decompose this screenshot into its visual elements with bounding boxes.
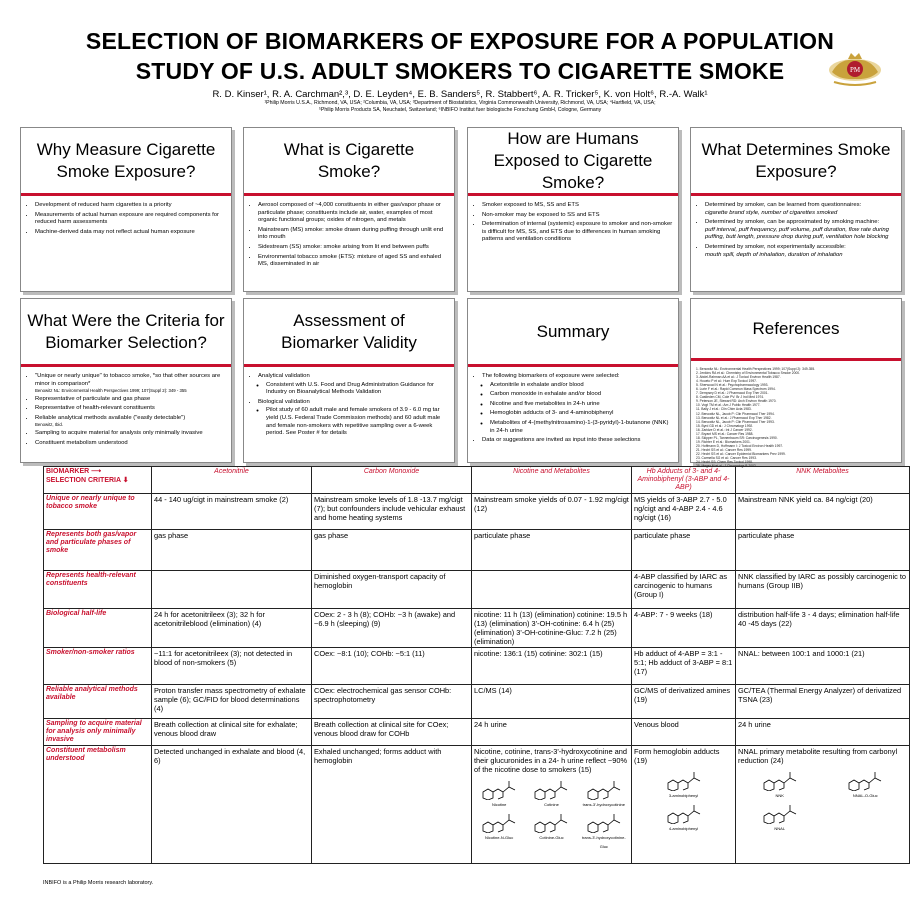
column-header-carbon-monoxide: Carbon Monoxide	[312, 467, 472, 494]
structure-label: Cotinine	[544, 802, 559, 807]
table-cell	[312, 571, 472, 609]
table-row	[44, 648, 910, 685]
cell-text: COex: ~8:1 (10); COHb: ~5:1 (11)	[314, 649, 425, 658]
table-cell	[632, 530, 736, 571]
table-cell	[312, 719, 472, 746]
cell-text: nicotine: 11 h (13) (elimination) cotinine: 19.5 h (13) (elimination) 3'-OH-cotinine: 6.4 h (25) (elimination) 3'-OH-cotinine-Gluc: 7.2 h (25) (elimination)	[474, 610, 628, 646]
structure-label: NNAL-O-Gluc	[852, 793, 878, 798]
panel-title: What Were the Criteria for Biomarker Selection?	[21, 299, 231, 367]
cell-text: ~11:1 for acetonitrileex (3); not detected in blood of non-smokers (5)	[154, 649, 293, 667]
table-cell	[312, 609, 472, 648]
title-line-2: STUDY OF U.S. ADULT SMOKERS TO CIGARETTE SMOKE	[135, 58, 785, 84]
table-cell	[312, 746, 472, 864]
panel-what-is-smoke	[243, 127, 455, 292]
reference-item: 2. Jenkins RA et al.: Chemistry of Environmental Tobacco Smoke 2000.	[696, 371, 801, 376]
item-text: "Unique or nearly unique" to tobacco smoke, *so that other sources are minor in comparison*	[35, 373, 221, 387]
item-detail: puff interval, puff frequency, puff volume, puff duration, flow rate during puffing, butt length, pressure drop during puff, ventilation hole blocking	[705, 226, 889, 241]
structure-label: trans-3'-hydroxycotinine-Gluc	[581, 835, 626, 849]
table-cell	[736, 494, 910, 530]
cell-text: 44 - 140 ug/cigt in mainstream smoke (2)	[154, 495, 289, 504]
table-cell	[632, 746, 736, 864]
table-cell	[736, 609, 910, 648]
sub-list-item: ◦ Pilot study of 60 adult male and female smokers of 3.9 - 6.0 mg tar yield (U.S. Federal Trade Commission methods) and 60 adult male and female non-smokers with repetitive sampling over a 6-week period. See Poster # for details	[266, 407, 449, 437]
table-cell	[472, 571, 632, 609]
column-header-nnk: NNK Metabolites	[736, 467, 910, 494]
table-cell	[736, 719, 910, 746]
table-row	[44, 494, 910, 530]
sub-list-item: ◦ Hemoglobin adducts of 3- and 4-aminobiphenyl	[490, 410, 673, 418]
molecule-drawing	[760, 769, 800, 791]
affiliation-line-1: ¹Philip Morris U.S.A., Richmond, VA, USA; ²Columbia, VA, USA; ³Department of Biostatistics, Virginia Commonwealth University, Richmond, VA, USA; ⁴Hartfield, VA, USA;	[264, 100, 656, 106]
column-header-nicotine: Nicotine and Metabolites	[472, 467, 632, 494]
reference-item: 19. Richter E et al.: Biomarkers 2001.	[696, 439, 751, 444]
cell-text: COex: electrochemical gas sensor COHb: spectrophotometry	[314, 686, 452, 704]
criterion-cell: Unique or nearly unique to tobacco smoke	[44, 494, 152, 530]
matrix-corner-cell	[44, 467, 152, 494]
table-row	[44, 746, 910, 864]
chemical-structure	[579, 778, 629, 809]
reference-item: 5. Sherwood N et al.: Psychopharmacology 1993.	[696, 383, 769, 388]
cell-text: Hb adduct of 4-ABP = 3:1 - 5:1; Hb adduct of 3-ABP = 8:1 (17)	[634, 649, 733, 676]
molecule-drawing	[479, 811, 519, 833]
list-item	[705, 244, 896, 259]
panel-title: Summary	[468, 299, 678, 367]
panel-title: How are Humans Exposed to Cigarette Smoke?	[468, 128, 678, 196]
structure-label: 4-aminobiphenyl	[668, 826, 699, 831]
panel-title: What Determines Smoke Exposure?	[691, 128, 901, 196]
list-item: • Constituent metabolism understood	[35, 440, 226, 448]
molecule-drawing	[531, 778, 571, 800]
table-row	[44, 719, 910, 746]
chemical-structure	[526, 778, 576, 809]
list-item	[482, 373, 673, 435]
structure-label: 3-aminobiphenyl	[668, 793, 699, 798]
reference-item: 15. Byrd GD et al.: J Chromatogr 1992.	[696, 423, 754, 428]
table-cell	[736, 530, 910, 571]
chemical-structure	[474, 811, 524, 851]
list-item: • Data or suggestions are invited as input into these selections	[482, 437, 673, 445]
panel-why-measure	[20, 127, 232, 292]
cell-text: Venous blood	[634, 720, 679, 729]
svg-text:PM: PM	[849, 66, 861, 74]
structure-label: NNK	[775, 793, 784, 798]
cell-text: particulate phase	[474, 531, 531, 540]
cell-text: 24 h urine	[738, 720, 771, 729]
cell-text: Mainstream NNK yield ca. 84 ng/cigt (20)	[738, 495, 873, 504]
table-cell	[632, 571, 736, 609]
sub-list-item: ◦ Carbon monoxide in exhalate and/or blood	[490, 391, 673, 399]
list-item: • Non-smoker may be exposed to SS and ETS	[482, 212, 673, 220]
item-text: Analytical validation	[258, 373, 310, 379]
list-item	[35, 373, 226, 394]
table-cell	[152, 571, 312, 609]
reference-item: 24. Hecht SS: Chem Res Toxicol 1998.	[696, 460, 753, 465]
reference-item: 25. Meger M et al.: J Chromatogr B 2002.	[696, 464, 757, 469]
panel-what-determines	[690, 127, 902, 292]
cell-text: 24 h urine	[474, 720, 507, 729]
panel-how-exposed	[467, 127, 679, 292]
cell-text: COex: 2 - 3 h (8); COHb: ~3 h (awake) and ~6.9 h (sleeping) (9)	[314, 610, 456, 628]
list-item: • Aerosol composed of ~4,000 constituents in either gas/vapor phase or particulate phase; constituents include air, water, examples of most organic functional groups; oxides of nitrogen, and metals	[258, 202, 449, 225]
reference-item: 4. Houeto P et al.: Hum Exp Toxicol 1997.	[696, 379, 757, 384]
item-text: Determined by smoker, can be learned from questionnaires:	[705, 202, 862, 208]
table-cell	[736, 746, 910, 864]
list-item: • Determination of internal (systemic) exposure to smoker and non-smoker is difficult for MS, SS, and ETS due to differences in human smoking patterns and ventilation conditions	[482, 221, 673, 244]
panel-criteria	[20, 298, 232, 463]
list-item: • Sampling to acquire material for analysis only minimally invasive	[35, 430, 226, 438]
corner-label-criteria: SELECTION CRITERIA ⬇	[46, 476, 129, 484]
table-cell	[152, 719, 312, 746]
poster-title	[60, 26, 860, 86]
table-cell	[736, 648, 910, 685]
cell-text: GC/TEA (Thermal Energy Analyzer) of derivatized TSNA (23)	[738, 686, 902, 704]
cell-text: NNK classified by IARC as possibly carcinogenic to humans (Group IIB)	[738, 572, 906, 590]
cell-text: 4-ABP: 7 - 9 weeks (18)	[634, 610, 713, 619]
table-cell	[472, 685, 632, 719]
table-cell	[312, 685, 472, 719]
column-header-acetonitrile: Acetonitrile	[152, 467, 312, 494]
reference-item: 1. Benowitz NL: Environmental Health Perspectives 1999; 107(Suppl 2): 349-355.	[696, 367, 816, 371]
biomarker-matrix-table	[43, 466, 910, 864]
panel-title: References	[691, 299, 901, 361]
cell-text: Nicotine, cotinine, trans-3'-hydroxycotinine and their glucuronides in a 24- h urine reflect ~90% of the nicotine dose to smokers (15)	[474, 747, 628, 774]
structure-label: trans-3'-hydroxycotinine	[582, 802, 625, 807]
criterion-cell: Sampling to acquire material for analysis only minimally invasive	[44, 719, 152, 746]
citation: Benowitz, Ibid.	[35, 422, 63, 428]
molecule-drawing	[664, 769, 704, 791]
table-cell	[152, 746, 312, 864]
table-cell	[472, 609, 632, 648]
chemical-structure	[634, 802, 733, 833]
table-cell	[152, 648, 312, 685]
molecule-drawing	[664, 802, 704, 824]
cell-text: nicotine: 136:1 (15) cotinine: 302:1 (15)	[474, 649, 603, 658]
table-cell	[312, 494, 472, 530]
molecule-drawing	[531, 811, 571, 833]
chemical-structure	[738, 802, 822, 833]
corner-label-biomarker: BIOMARKER ⟶	[46, 468, 102, 475]
structure-label: Cotinine-Gluc	[539, 835, 564, 840]
cell-text: gas phase	[314, 531, 349, 540]
molecule-drawing	[760, 802, 800, 824]
reference-item: 23. Carmella SG et al.: Cancer Res 1993.	[696, 456, 757, 461]
table-cell	[312, 530, 472, 571]
item-text: Biological validation	[258, 398, 310, 405]
reference-list	[691, 361, 901, 474]
poster-header	[60, 26, 860, 114]
item-text: Determined by smoker, can be approximated by smoking machine:	[705, 219, 880, 226]
reference-item: 8. Castleden CM, Cole PV: Br J Ind Med 1974.	[696, 395, 765, 400]
reference-item: 14. Benowitz NL, Jacob P: Clin Pharmacol Ther 1993.	[696, 419, 775, 424]
table-cell	[152, 494, 312, 530]
cell-text: Breath collection at clinical site for exhalate; venous blood draw	[154, 720, 298, 738]
cell-text: 4-ABP classified by IARC as carcinogenic to humans (Group I)	[634, 572, 728, 599]
chemical-structure	[526, 811, 576, 851]
chemical-structure	[634, 769, 733, 800]
list-item: • Environmental tobacco smoke (ETS): mixture of aged SS and exhaled MS, disseminated in air	[258, 254, 449, 269]
criterion-cell: Biological half-life	[44, 609, 152, 648]
table-cell	[632, 719, 736, 746]
reference-item: 7. Dempsey D et al.: J Pharmacol Exp Ther 2001.	[696, 391, 769, 396]
cell-text: LC/MS (14)	[474, 686, 512, 695]
table-cell	[632, 609, 736, 648]
cell-text: NNAL primary metabolite resulting from carbonyl reduction (24)	[738, 747, 898, 765]
reference-item: 16. Zaridze D et al.: Int J Cancer 1992.	[696, 427, 753, 432]
molecule-drawing	[584, 811, 624, 833]
structure-label: Nicotine-N-Gluc	[485, 835, 514, 840]
list-item: • Smoker exposed to MS, SS and ETS	[482, 202, 673, 210]
list-item: • Machine-derived data may not reflect actual human exposure	[35, 229, 226, 237]
cell-text: Exhaled unchanged; forms adduct with hemoglobin	[314, 747, 442, 765]
criterion-cell: Smoker/non-smoker ratios	[44, 648, 152, 685]
sub-list-item: ◦ Acetonitrile in exhalate and/or blood	[490, 382, 673, 390]
sub-list-item: ◦ Consistent with U.S. Food and Drug Administration Guidance for Industry on Bioanalytical Methods Validation	[266, 382, 449, 397]
footnote: INBIFO is a Philip Morris research laboratory.	[43, 880, 154, 886]
title-line-1: SELECTION OF BIOMARKERS OF EXPOSURE FOR A POPULATION	[85, 28, 835, 54]
table-row	[44, 609, 910, 648]
table-cell	[152, 685, 312, 719]
table-cell	[472, 746, 632, 864]
chemical-structures	[474, 778, 629, 851]
table-cell	[472, 530, 632, 571]
panel-title: What is Cigarette Smoke?	[244, 128, 454, 196]
list-item	[705, 219, 896, 242]
cell-text: Diminished oxygen-transport capacity of hemoglobin	[314, 572, 446, 590]
chemical-structure	[474, 778, 524, 809]
criterion-cell: Reliable analytical methods available	[44, 685, 152, 719]
list-item	[258, 373, 449, 397]
list-item: • Measurements of actual human exposure are required components for reduced harm assessments	[35, 212, 226, 227]
table-cell	[472, 494, 632, 530]
table-row	[44, 530, 910, 571]
structure-label: Nicotine	[491, 802, 507, 807]
panel-summary	[467, 298, 679, 463]
reference-item: 10. Vogt TM et al.: Am J Public Health 1977.	[696, 403, 761, 408]
table-cell	[632, 494, 736, 530]
reference-item: 13. Benowitz NL et al.: J Pharmacol Exp Ther 1982.	[696, 415, 772, 420]
item-detail: mouth spill, depth of inhalation, duration of inhalation	[705, 251, 843, 258]
criterion-cell: Represents both gas/vapor and particulate phases of smoke	[44, 530, 152, 571]
item-text: Determined by smoker, not experimentally accessible:	[705, 243, 846, 250]
panel-references	[690, 298, 902, 469]
reference-item: 12. Benowitz NL, Jacob P: Clin Pharmacol Ther 1994.	[696, 411, 775, 416]
molecule-drawing	[479, 778, 519, 800]
reference-item: 22. Hecht SS et al.: Cancer Epidemiol Biomarkers Prev 1999.	[696, 451, 786, 456]
table-cell	[632, 648, 736, 685]
list-item: • Mainstream (MS) smoke: smoke drawn during puffing through unlit end into mouth	[258, 227, 449, 242]
reference-item: 3. Abdel-Rahman AA et al.: J Toxicol Environ Health 1987.	[696, 375, 781, 380]
item-text: Reliable analytical methods available ("easily detectable")	[35, 414, 186, 421]
list-item	[705, 202, 896, 217]
criterion-cell: Represents health-relevant constituents	[44, 571, 152, 609]
panel-assessment	[243, 298, 455, 463]
table-cell	[152, 530, 312, 571]
reference-item: 17. Bryant MS et al.: Cancer Res 1988.	[696, 431, 754, 436]
list-item: • Development of reduced harm cigarettes is a priority	[35, 202, 226, 210]
panel-title: Assessment of Biomarker Validity	[244, 299, 454, 367]
cell-text: Proton transfer mass spectrometry of exhalate sample (6); GC/FID for blood determinations (4)	[154, 686, 306, 713]
cell-text: Form hemoglobin adducts (19)	[634, 747, 720, 765]
chemical-structure	[738, 769, 822, 800]
table-cell	[472, 648, 632, 685]
cell-text: MS yields of 3-ABP 2.7 - 5.0 ng/cigt and 4-ABP 2.4 - 4.6 ng/cigt (16)	[634, 495, 727, 522]
reference-item: 9. Peterson JE, Stewart RD: Arch Environ Health 1970.	[696, 399, 777, 404]
philip-morris-crest-logo	[826, 50, 884, 90]
reference-item: 11. Bally J et al.: Clin Chim Acta 1983.	[696, 407, 752, 412]
sub-list-item: ◦ Metabolites of 4-(methylnitrosamino)-1-(3-pyridyl)-1-butanone (NNK) in 24-h urine	[490, 420, 673, 435]
cell-text: particulate phase	[738, 531, 795, 540]
reference-item: 6. Lurie F et al.: Rapid Commun Mass Spectrom 1994.	[696, 387, 776, 392]
item-text: The following biomarkers of exposure were selected:	[482, 373, 620, 379]
molecule-drawing	[584, 778, 624, 800]
reference-item: 21. Hecht SS et al.: Cancer Res 1999.	[696, 447, 752, 452]
affiliation-line-2: ⁵Philip Morris Products SA, Neuchatel, Switzerland; ⁶INBIFO Institut fuer biologische Forschung GmbH, Cologne, Germany	[318, 107, 602, 113]
list-item	[35, 415, 226, 428]
table-cell	[632, 685, 736, 719]
cell-text: particulate phase	[634, 531, 691, 540]
panel-title: Why Measure Cigarette Smoke Exposure?	[21, 128, 231, 196]
cell-text: 24 h for acetonitrileex (3); 32 h for acetonitrileblood (elimination) (4)	[154, 610, 265, 628]
table-header-row	[44, 467, 910, 494]
structure-label: NNAL	[774, 826, 786, 831]
table-cell	[736, 685, 910, 719]
list-item: • Sidestream (SS) smoke: smoke arising from lit end between puffs	[258, 244, 449, 252]
cell-text: Mainstream smoke levels of 1.8 -13.7 mg/cigt (7); but confounders include vehicular exhaust and home heating systems	[314, 495, 466, 522]
list-item: • Representative of health-relevant constituents	[35, 405, 226, 413]
cell-text: GC/MS of derivatized amines (19)	[634, 686, 731, 704]
criterion-cell: Constituent metabolism understood	[44, 746, 152, 864]
list-item: • Representative of particulate and gas phase	[35, 396, 226, 404]
reference-item: 18. Skipper PL, Tannenbaum SR: Carcinogenesis 1990.	[696, 435, 778, 440]
sub-list-item: ◦ Nicotine and five metabolites in 24-h urine	[490, 401, 673, 409]
column-header-hb-adducts: Hb Adducts of 3- and 4-Aminobiphenyl (3-ABP and 4-ABP)	[632, 467, 736, 494]
author-list: R. D. Kinser¹, R. A. Carchman²,³, D. E. Leyden⁴, E. B. Sanders⁵, R. Stabbert⁶, A. R. Tricker⁵, K. von Holt⁶, R.-A. Walk¹	[212, 89, 708, 100]
cell-text: Detected unchanged in exhalate and blood (4, 6)	[154, 747, 306, 765]
molecule-drawing	[845, 769, 885, 791]
list-item	[258, 399, 449, 438]
reference-item: 20. Hoffmann D, Hoffmann I: J Toxicol Environ Health 1997.	[696, 443, 784, 448]
chemical-structure	[579, 811, 629, 851]
cell-text: Mainstream smoke yields of 0.07 - 1.92 mg/cigt (12)	[474, 495, 629, 513]
cell-text: Breath collection at clinical site for COex; venous blood draw for COHb	[314, 720, 449, 738]
item-detail: cigarette brand style, number of cigarettes smoked	[705, 209, 838, 216]
table-row	[44, 685, 910, 719]
chemical-structures	[634, 769, 733, 833]
cell-text: NNAL: between 100:1 and 1000:1 (21)	[738, 649, 865, 658]
citation: Benowitz NL: Environmental Health Perspectives 1999; 107(Suppl 2): 349 - 355	[35, 388, 187, 394]
table-cell	[472, 719, 632, 746]
chemical-structure	[824, 769, 908, 800]
table-cell	[152, 609, 312, 648]
cell-text: distribution half-life 3 - 4 days; elimination half-life 40 -45 days (22)	[738, 610, 900, 628]
cell-text: gas phase	[154, 531, 189, 540]
table-cell	[736, 571, 910, 609]
table-row	[44, 571, 910, 609]
chemical-structures	[738, 769, 907, 833]
table-cell	[312, 648, 472, 685]
